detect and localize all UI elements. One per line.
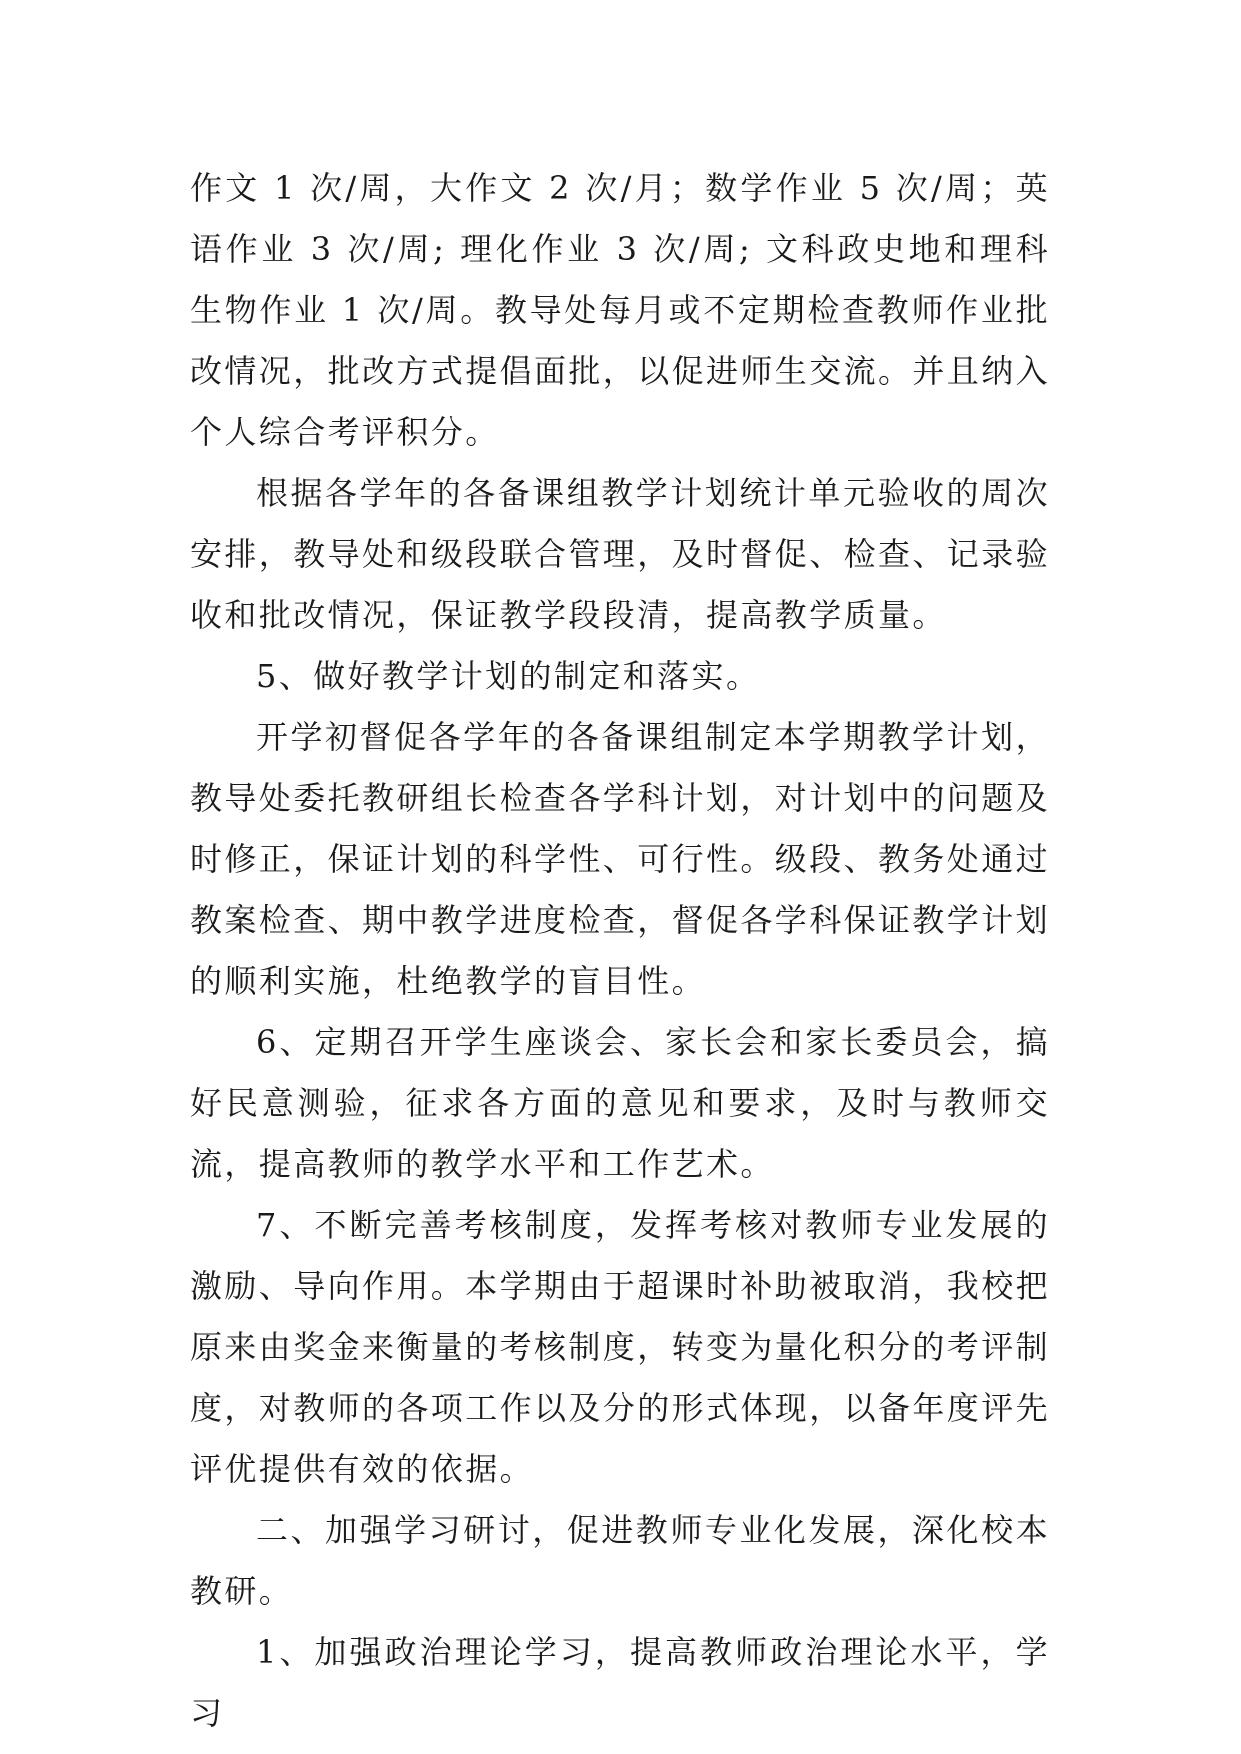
document-page [190, 158, 1050, 1744]
heading-section-two: 二、加强学习研讨，促进教师专业化发展，深化校本教研。 [190, 1511, 1050, 1610]
heading-teaching-plan: 5、做好教学计划的制定和落实。 [256, 657, 761, 695]
paragraph-teaching-plan: 开学初督促各学年的各备课组制定本学期教学计划，教导处委托教研组长检查各学科计划，对计划中的问题及时修正，保证计划的科学性、可行性。级段、教务处通过教案检查、期中教学进度检查，督促各学科保证教学计划的顺利实施，杜绝教学的盲目性。 [190, 718, 1051, 1000]
paragraph-political-study: 1、加强政治理论学习，提高教师政治理论水平，学习 [190, 1633, 1050, 1732]
paragraph-parent-meetings: 6、定期召开学生座谈会、家长会和家长委员会，搞好民意测验，征求各方面的意见和要求，及时与教师交流，提高教师的教学水平和工作艺术。 [190, 1023, 1050, 1183]
paragraph-unit-acceptance: 根据各学年的各备课组教学计划统计单元验收的周次安排，教导处和级段联合管理，及时督促、检查、记录验收和批改情况，保证教学段段清，提高教学质量。 [190, 474, 1051, 634]
paragraph-assessment-system: 7、不断完善考核制度，发挥考核对教师专业发展的激励、导向作用。本学期由于超课时补助被取消，我校把原来由奖金来衡量的考核制度，转变为量化积分的考评制度，对教师的各项工作以及分的形式体现，以备年度评先评优提供有效的依据。 [190, 1206, 1051, 1488]
paragraph-homework-frequency: 作文 1 次/周，大作文 2 次/月；数学作业 5 次/周；英语作业 3 次/周; 理化作业 3 次/周; 文科政史地和理科生物作业 1 次/周。教导处每月或不定期检查教师作业批改情况，批改方式提倡面批，以促进师生交流。并且纳入个人综合考评积分。 [190, 169, 1051, 451]
